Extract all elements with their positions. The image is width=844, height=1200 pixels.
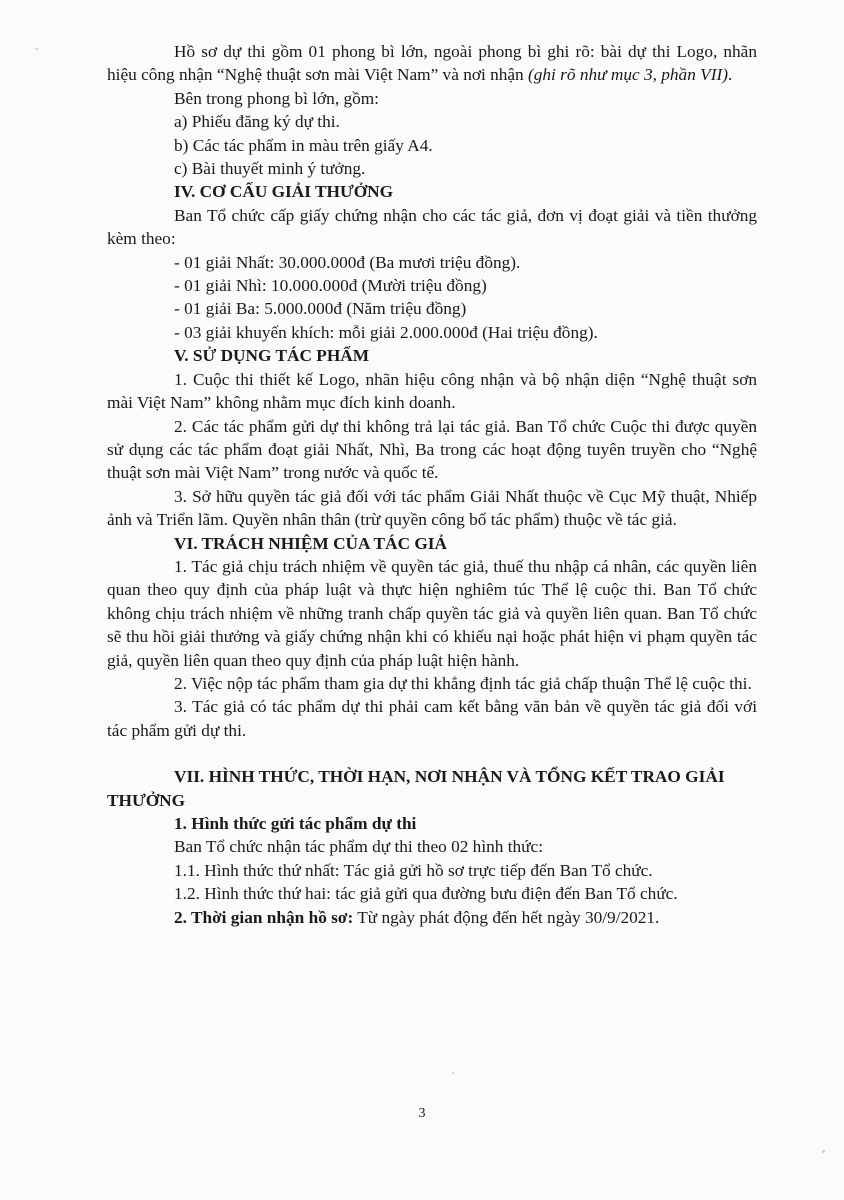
section-7-paragraph-1: Ban Tổ chức nhận tác phẩm dự thi theo 02 hình thức: (174, 837, 544, 857)
section-5-paragraph-3: 3. Sở hữu quyền tác giả đối với tác phẩm Giải Nhất thuộc về Cục Mỹ thuật, Nhiếp ảnh và Triển lãm. Quyền nhân thân (trừ quyền công bố tác phẩm) thuộc về tác giả. (107, 486, 757, 530)
intro-text: Hồ sơ dự thi gồm 01 phong bì lớn, ngoài phong bì ghi rõ: bài dự thi Logo, nhãn hiệu công nhận “Nghệ thuật sơn mài Việt Nam” và nơi nhận (107, 42, 757, 85)
section-4-paragraph: Ban Tổ chức cấp giấy chứng nhận cho các tác giả, đơn vị đoạt giải và tiền thưởng kèm theo: (107, 205, 757, 249)
intro-note: (ghi rõ như mục 3, phần VII) (528, 65, 728, 85)
section-4-heading: IV. CƠ CẤU GIẢI THƯỞNG (174, 182, 394, 202)
page-number: 3 (418, 1106, 426, 1121)
scan-speck (452, 1072, 454, 1074)
prize-item-1: - 01 giải Nhất: 30.000.000đ (Ba mươi triệu đồng). (174, 252, 521, 272)
scan-speck (822, 1150, 825, 1153)
intro-item-a: a) Phiếu đăng ký dự thi. (174, 112, 340, 132)
prize-item-4: - 03 giải khuyến khích: mỗi giải 2.000.000đ (Hai triệu đồng). (174, 322, 598, 342)
document-body (107, 40, 757, 929)
submission-time-text: Từ ngày phát động đến hết ngày 30/9/2021. (353, 907, 660, 927)
intro-paragraph-2: Bên trong phong bì lớn, gồm: (174, 88, 379, 108)
section-6-paragraph-1: 1. Tác giả chịu trách nhiệm về quyền tác giả, thuế thu nhập cá nhân, các quyền liên quan theo quy định của pháp luật và thực hiện nghiêm túc Thể lệ cuộc thi. Ban Tổ chức không chịu trách nhiệm về những tranh chấp quyền tác giả và quyền liên quan. Ban Tổ chức sẽ thu hồi giải thưởng và giấy chứng nhận khi có khiếu nại hoặc phát hiện vi phạm quyền tác giả, quyền liên quan theo quy định của pháp luật hiện hành. (107, 556, 757, 670)
intro-paragraph-1 (107, 40, 757, 87)
prize-item-2: - 01 giải Nhì: 10.000.000đ (Mười triệu đồng) (174, 276, 487, 296)
section-5-paragraph-2: 2. Các tác phẩm gửi dự thi không trả lại tác giả. Ban Tổ chức Cuộc thi được quyền sử dụng các tác phẩm đoạt giải Nhất, Nhì, Ba trong các hoạt động tuyên truyền cho “Nghệ thuật sơn mài Việt Nam” trong nước và quốc tế. (107, 416, 757, 483)
section-6-paragraph-3: 3. Tác giả có tác phẩm dự thi phải cam kết bằng văn bản về quyền tác giả đối với tác phẩm gửi dự thi. (107, 697, 757, 740)
intro-item-c: c) Bài thuyết minh ý tưởng. (174, 159, 366, 179)
section-6-heading: VI. TRÁCH NHIỆM CỦA TÁC GIẢ (174, 533, 448, 553)
intro-end: . (727, 65, 733, 85)
section-7-subheading-1: 1. Hình thức gửi tác phẩm dự thi (174, 814, 417, 833)
submission-time-label: 2. Thời gian nhận hồ sơ: (174, 907, 354, 927)
scan-speck (35, 48, 38, 50)
section-5-heading: V. SỬ DỤNG TÁC PHẨM (174, 346, 370, 366)
section-7-paragraph-3: 1.2. Hình thức thứ hai: tác giả gửi qua đường bưu điện đến Ban Tổ chức. (174, 884, 678, 904)
section-7-submission-time (107, 906, 757, 929)
intro-item-b: b) Các tác phẩm in màu trên giấy A4. (174, 135, 433, 155)
section-7-heading: VII. HÌNH THỨC, THỜI HẠN, NƠI NHẬN VÀ TỔNG KẾT TRAO GIẢI THƯỞNG (107, 767, 725, 810)
section-7-paragraph-2: 1.1. Hình thức thứ nhất: Tác giả gửi hồ sơ trực tiếp đến Ban Tổ chức. (174, 860, 653, 880)
prize-item-3: - 01 giải Ba: 5.000.000đ (Năm triệu đồng) (174, 299, 467, 319)
section-6-paragraph-2: 2. Việc nộp tác phẩm tham gia dự thi khẳng định tác giả chấp thuận Thể lệ cuộc thi. (174, 673, 752, 693)
section-5-paragraph-1: 1. Cuộc thi thiết kế Logo, nhãn hiệu công nhận và bộ nhận diện “Nghệ thuật sơn mài Việt Nam” không nhằm mục đích kinh doanh. (107, 369, 757, 413)
